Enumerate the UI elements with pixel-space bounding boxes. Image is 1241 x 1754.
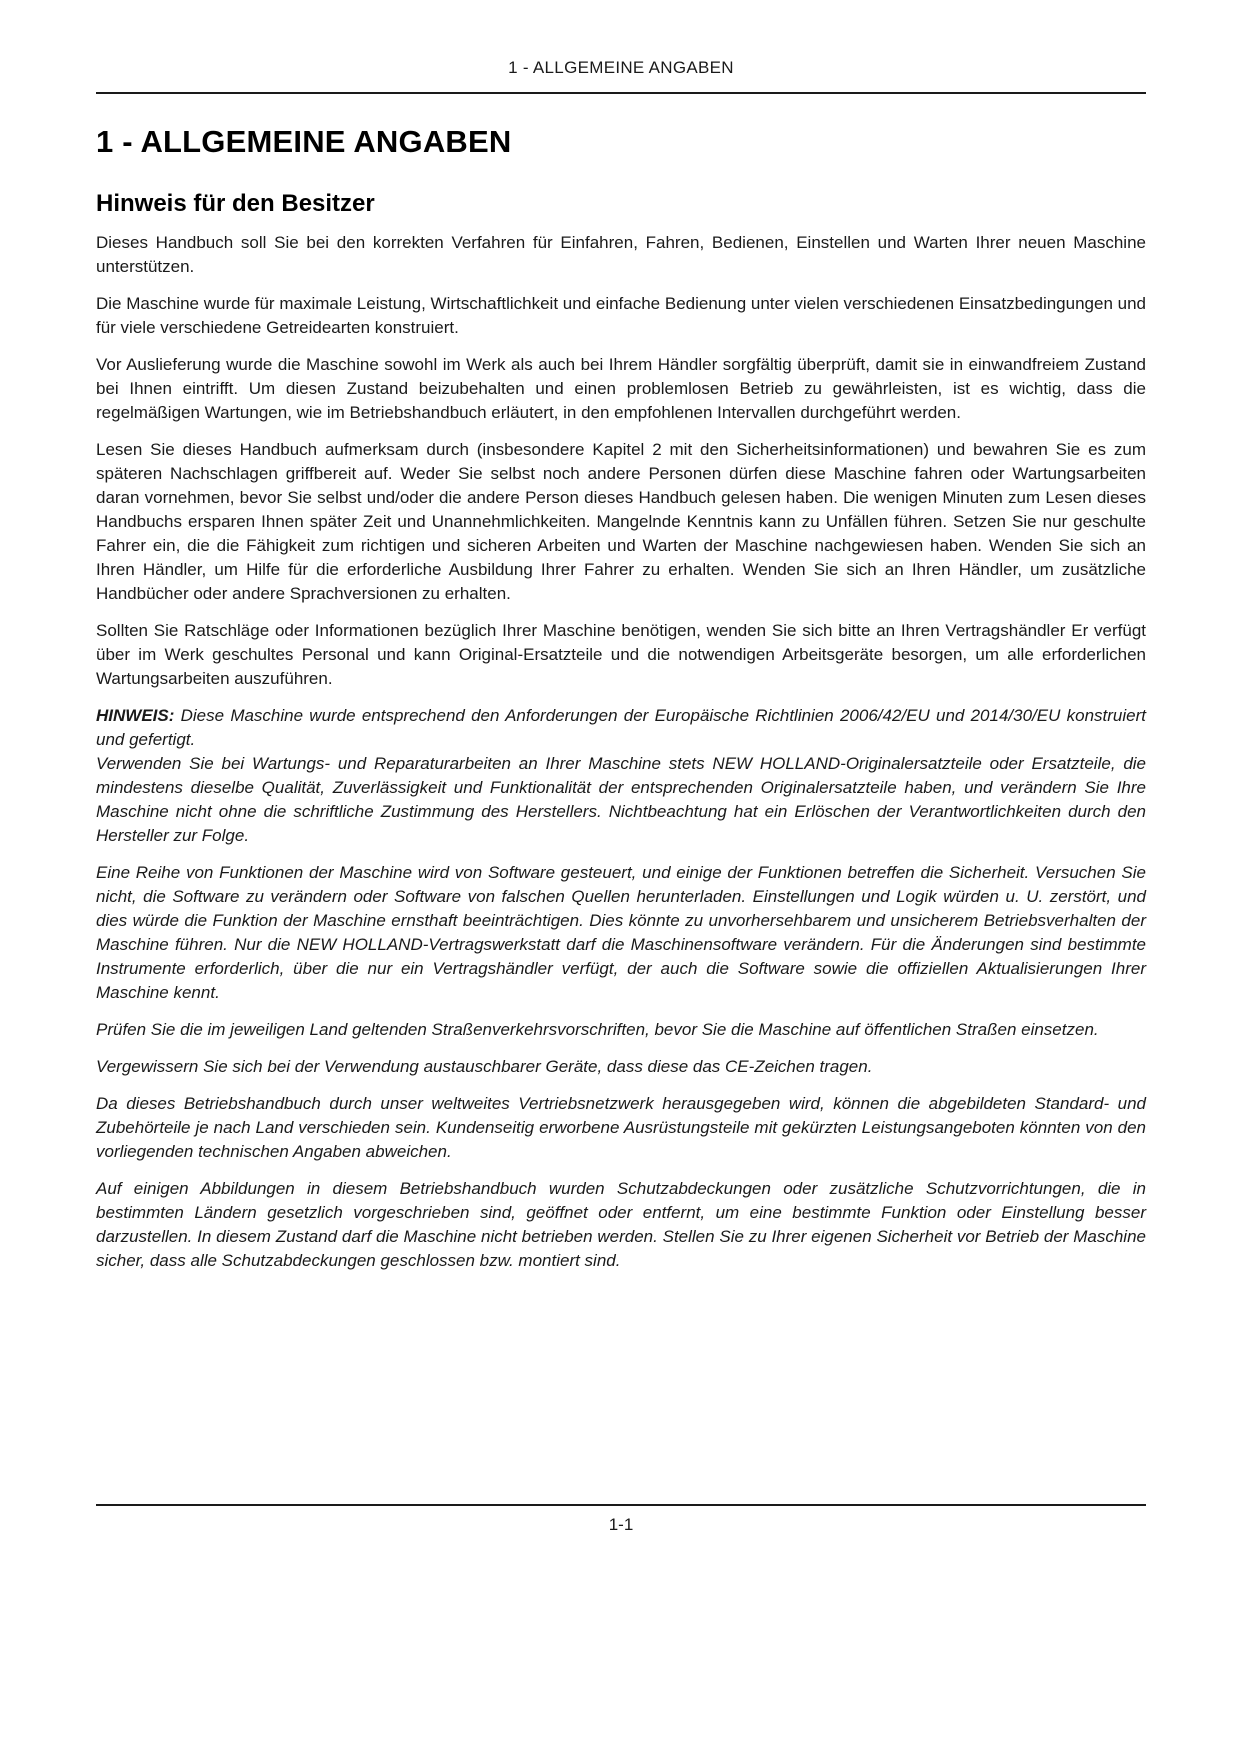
page-footer (96, 1504, 1146, 1535)
section-title: Hinweis für den Besitzer (96, 190, 375, 217)
paragraph-ce-marking: Vergewissern Sie sich bei der Verwendung austauschbarer Geräte, dass diese das CE-Zeichen tragen. (96, 1057, 873, 1076)
page-number: 1-1 (608, 1515, 634, 1534)
note-paragraph (96, 704, 1146, 848)
page-body (96, 124, 1146, 1273)
note-label: HINWEIS: (96, 706, 175, 725)
footer-rule (96, 1504, 1146, 1506)
paragraph-worldwide-distribution: Da dieses Betriebshandbuch durch unser weltweites Vertriebsnetzwerk herausgegeben wird, können die abgebildeten Standard- und Zubehörteile je nach Land verschieden sein. Kundenseitig erworbene Ausrüstungsteile mit gekürzten Leistungsangeboten könnten von den vorliegenden technischen Angaben abweichen. (96, 1094, 1146, 1161)
paragraph-machine-design: Die Maschine wurde für maximale Leistung, Wirtschaftlichkeit und einfache Bedienung unter vielen verschiedenen Einsatzbedingungen und für viele verschiedene Getreidearten konstruiert. (96, 294, 1146, 337)
paragraph-software-notice: Eine Reihe von Funktionen der Maschine wird von Software gesteuert, und einige der Funktionen betreffen die Sicherheit. Versuchen Sie nicht, die Software zu verändern oder Software von falschen Quellen herunterladen. Einstellungen und Logik würden u. U. zerstört, und dies würde die Funktion der Maschine ernsthaft beeinträchtigen. Dies könnte zu unvorhersehbarem und unsicherem Betriebsverhalten der Maschine führen. Nur die NEW HOLLAND-Vertragswerkstatt darf die Maschinensoftware verändern. Für die Änderungen sind bestimmte Instrumente erforderlich, über die nur ein Vertragshändler verfügt, der auch die Software sowie die offiziellen Aktualisierungen Ihrer Maschine kennt. (96, 863, 1146, 1002)
paragraph-dealer-support: Sollten Sie Ratschläge oder Informationen bezüglich Ihrer Maschine benötigen, wenden Sie sich bitte an Ihren Vertragshändler Er verfügt über im Werk geschultes Personal und kann Original-Ersatzteile und die notwendigen Arbeitsgeräte besorgen, um alle erforderlichen Wartungsarbeiten auszuführen. (96, 621, 1146, 688)
paragraph-intro: Dieses Handbuch soll Sie bei den korrekten Verfahren für Einfahren, Fahren, Bedienen, Einstellen und Warten Ihrer neuen Maschine unterstützen. (96, 233, 1146, 276)
header-rule (96, 92, 1146, 94)
note-text-original-parts: Verwenden Sie bei Wartungs- und Reparaturarbeiten an Ihrer Maschine stets NEW HOLLAND-Originalersatzteile oder Ersatzteile, die mindestens dieselbe Qualität, Zuverlässigkeit und Funktionalität der entsprechenden Originalersatzteile haben, und verändern Sie Ihre Maschine nicht ohne die schriftliche Zustimmung des Herstellers. Nichtbeachtung hat ein Erlöschen der Verantwortlichkeiten durch den Hersteller zur Folge. (96, 754, 1146, 845)
page-header (96, 58, 1146, 94)
paragraph-read-manual: Lesen Sie dieses Handbuch aufmerksam durch (insbesondere Kapitel 2 mit den Sicherheitsinformationen) und bewahren Sie es zum späteren Nachschlagen griffbereit auf. Weder Sie selbst noch andere Personen dürfen diese Maschine fahren oder Wartungsarbeiten daran vornehmen, bevor Sie selbst und/oder die andere Person dieses Handbuch gelesen haben. Die wenigen Minuten zum Lesen dieses Handbuchs ersparen Ihnen später Zeit und Unannehmlichkeiten. Mangelnde Kenntnis kann zu Unfällen führen. Setzen Sie nur geschulte Fahrer ein, die die Fähigkeit zum richtigen und sicheren Arbeiten und Warten der Maschine nachgewiesen haben. Wenden Sie sich an Ihren Händler, um Hilfe für die erforderliche Ausbildung Ihrer Fahrer zu erhalten. Wenden Sie sich an Ihren Händler, um zusätzliche Handbücher oder andere Sprachversionen zu erhalten. (96, 440, 1146, 603)
chapter-title: 1 - ALLGEMEINE ANGABEN (96, 124, 512, 159)
paragraph-delivery-inspection: Vor Auslieferung wurde die Maschine sowohl im Werk als auch bei Ihrem Händler sorgfältig überprüft, damit sie in einwandfreiem Zustand bei Ihnen eintrifft. Um diesen Zustand beizubehalten und einen problemlosen Betrieb zu gewährleisten, ist es wichtig, dass die regelmäßigen Wartungen, wie im Betriebshandbuch erläutert, in den empfohlenen Intervallen durchgeführt werden. (96, 355, 1146, 422)
paragraph-road-traffic-rules: Prüfen Sie die im jeweiligen Land geltenden Straßenverkehrsvorschriften, bevor Sie die Maschine auf öffentlichen Straßen einsetzen. (96, 1020, 1099, 1039)
body-copy (96, 231, 1146, 1273)
running-header: 1 - ALLGEMEINE ANGABEN (508, 58, 734, 77)
note-text-directives: Diese Maschine wurde entsprechend den Anforderungen der Europäische Richtlinien 2006/42/EU und 2014/30/EU konstruiert und gefertigt. (96, 706, 1146, 749)
paragraph-guards-removed-notice: Auf einigen Abbildungen in diesem Betriebshandbuch wurden Schutzabdeckungen oder zusätzliche Schutzvorrichtungen, die in bestimmten Ländern gesetzlich vorgeschrieben sind, geöffnet oder entfernt, um eine bestimmte Funktion oder Einstellung besser darzustellen. In diesem Zustand darf die Maschine nicht betrieben werden. Stellen Sie zu Ihrer eigenen Sicherheit vor Betrieb der Maschine sicher, dass alle Schutzabdeckungen geschlossen bzw. montiert sind. (96, 1179, 1146, 1270)
